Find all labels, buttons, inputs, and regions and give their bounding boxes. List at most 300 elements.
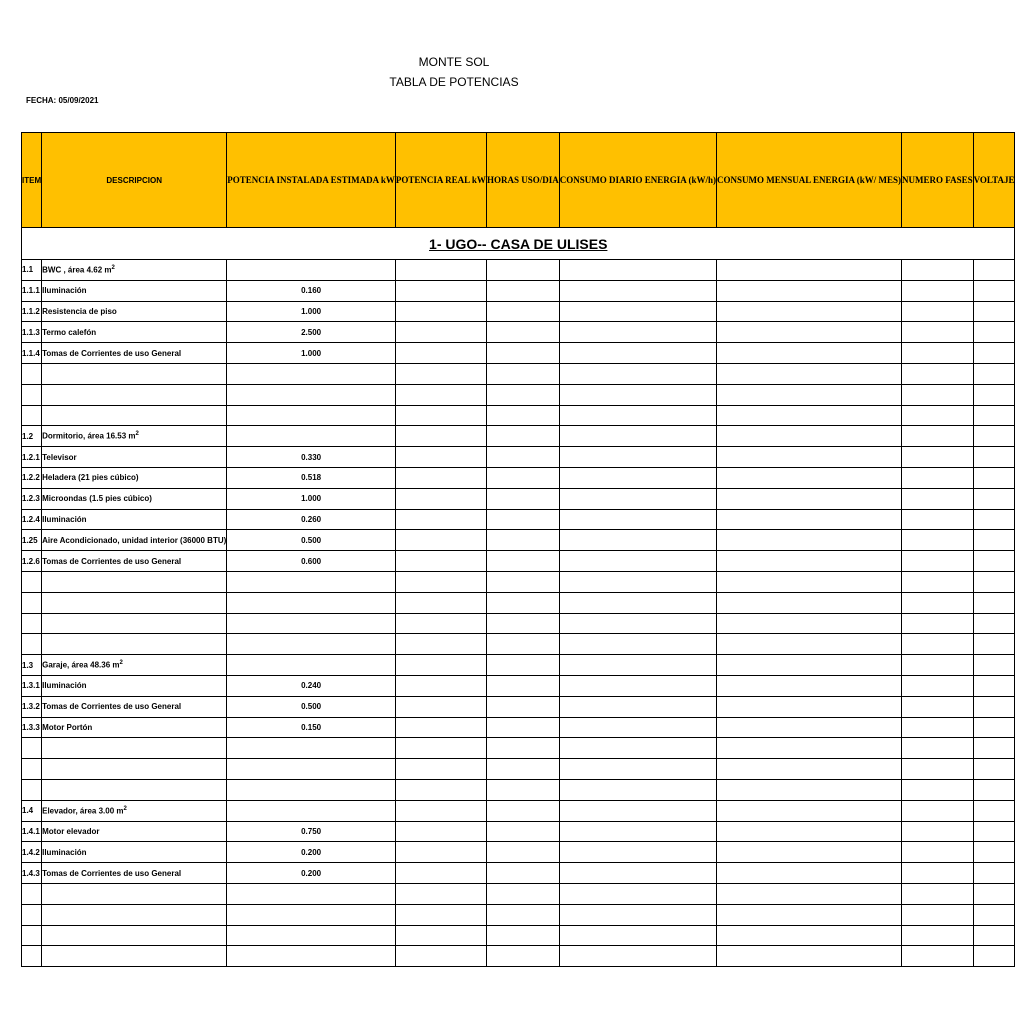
item-cell: 1.3: [22, 655, 42, 676]
item-cell: 1.1.3: [22, 322, 42, 343]
consumo-mensual-cell: [716, 343, 901, 364]
potencia-real-cell: [395, 551, 486, 572]
potencia-real-cell: [395, 696, 486, 717]
item-cell: 1.3.2: [22, 696, 42, 717]
horas-cell: [486, 842, 559, 863]
voltaje-cell: [973, 384, 1015, 405]
consumo-diario-cell: [559, 592, 716, 613]
potencia-real-cell: [395, 904, 486, 925]
potencia-real-cell: [395, 571, 486, 592]
consumo-mensual-cell: [716, 821, 901, 842]
house-title: [22, 228, 1015, 260]
table-row: [22, 821, 1015, 842]
item-cell: [22, 738, 42, 759]
col-item-header: ITEM: [22, 133, 42, 228]
voltaje-cell: [973, 343, 1015, 364]
voltaje-cell: [973, 904, 1015, 925]
empty-row: [22, 738, 1015, 759]
horas-cell: [486, 322, 559, 343]
potencia-instalada-cell: 0.150: [227, 717, 396, 738]
consumo-mensual-cell: [716, 779, 901, 800]
potencia-instalada-cell: [227, 925, 396, 946]
description-cell: [42, 779, 227, 800]
potencia-instalada-cell: 1.000: [227, 301, 396, 322]
description-cell: Microondas (1.5 pies cúbico): [42, 488, 227, 509]
table-row: [22, 488, 1015, 509]
voltaje-cell: [973, 363, 1015, 384]
horas-cell: [486, 571, 559, 592]
consumo-mensual-cell: [716, 759, 901, 780]
voltaje-cell: [973, 675, 1015, 696]
horas-cell: [486, 384, 559, 405]
potencia-instalada-cell: [227, 946, 396, 967]
consumo-diario-cell: [559, 530, 716, 551]
consumo-mensual-cell: [716, 925, 901, 946]
voltaje-cell: [973, 426, 1015, 447]
table-row: [22, 696, 1015, 717]
horas-cell: [486, 613, 559, 634]
description-cell: Heladera (21 pies cúbico): [42, 467, 227, 488]
consumo-mensual-cell: [716, 530, 901, 551]
item-cell: [22, 363, 42, 384]
consumo-diario-cell: [559, 322, 716, 343]
col-descripcion-header: DESCRIPCION: [42, 133, 227, 228]
table-row: [22, 509, 1015, 530]
potencia-instalada-cell: 0.160: [227, 280, 396, 301]
description-cell: [42, 384, 227, 405]
consumo-diario-cell: [559, 280, 716, 301]
item-cell: [22, 384, 42, 405]
consumo-diario-cell: [559, 363, 716, 384]
numero-fases-cell: [902, 488, 974, 509]
potencia-instalada-cell: [227, 779, 396, 800]
consumo-diario-cell: [559, 863, 716, 884]
table-row: [22, 343, 1015, 364]
numero-fases-cell: [902, 426, 974, 447]
item-cell: 1.4.1: [22, 821, 42, 842]
potencia-instalada-cell: 0.330: [227, 447, 396, 468]
voltaje-cell: [973, 447, 1015, 468]
horas-cell: [486, 925, 559, 946]
consumo-diario-cell: [559, 759, 716, 780]
section-row: [22, 426, 1015, 447]
horas-cell: [486, 509, 559, 530]
consumo-mensual-cell: [716, 467, 901, 488]
item-cell: [22, 779, 42, 800]
numero-fases-cell: [902, 821, 974, 842]
potencia-instalada-cell: [227, 405, 396, 426]
potencia-real-cell: [395, 759, 486, 780]
description-cell: Motor Portón: [42, 717, 227, 738]
numero-fases-cell: [902, 863, 974, 884]
empty-row: [22, 883, 1015, 904]
item-cell: 1.2.2: [22, 467, 42, 488]
numero-fases-cell: [902, 363, 974, 384]
potencia-instalada-cell: [227, 738, 396, 759]
potencia-instalada-cell: [227, 571, 396, 592]
potencia-instalada-cell: 1.000: [227, 343, 396, 364]
horas-cell: [486, 634, 559, 655]
document-subtitle: TABLA DE POTENCIAS: [389, 75, 519, 89]
consumo-diario-cell: [559, 634, 716, 655]
description-cell: Iluminación: [42, 675, 227, 696]
description-cell: [42, 738, 227, 759]
horas-cell: [486, 863, 559, 884]
table-body: [22, 260, 1015, 967]
item-cell: [22, 883, 42, 904]
potencia-real-cell: [395, 322, 486, 343]
consumo-mensual-cell: [716, 842, 901, 863]
consumo-mensual-cell: [716, 696, 901, 717]
consumo-diario-cell: [559, 925, 716, 946]
consumo-mensual-cell: [716, 509, 901, 530]
potencia-real-cell: [395, 384, 486, 405]
potencia-instalada-cell: 0.600: [227, 551, 396, 572]
description-cell: Iluminación: [42, 280, 227, 301]
col-horas-header: HORAS USO/DIA: [486, 133, 559, 228]
horas-cell: [486, 675, 559, 696]
unit-superscript: 2: [111, 265, 115, 272]
description-cell: [42, 759, 227, 780]
voltaje-cell: [973, 592, 1015, 613]
item-cell: [22, 613, 42, 634]
potencia-real-cell: [395, 946, 486, 967]
consumo-mensual-cell: [716, 800, 901, 821]
voltaje-cell: [973, 301, 1015, 322]
consumo-mensual-cell: [716, 363, 901, 384]
col-potencia-real-header: POTENCIA REAL kW: [395, 133, 486, 228]
consumo-mensual-cell: [716, 592, 901, 613]
voltaje-cell: [973, 405, 1015, 426]
numero-fases-cell: [902, 322, 974, 343]
consumo-mensual-cell: [716, 613, 901, 634]
item-cell: 1.4.3: [22, 863, 42, 884]
description-cell: Tomas de Corrientes de uso General: [42, 863, 227, 884]
potencia-instalada-cell: 0.518: [227, 467, 396, 488]
section-description: Dormitorio, área 16.53 m: [42, 432, 136, 442]
consumo-mensual-cell: [716, 322, 901, 343]
voltaje-cell: [973, 322, 1015, 343]
empty-row: [22, 634, 1015, 655]
horas-cell: [486, 426, 559, 447]
potencia-real-cell: [395, 363, 486, 384]
empty-row: [22, 592, 1015, 613]
numero-fases-cell: [902, 551, 974, 572]
consumo-mensual-cell: [716, 655, 901, 676]
item-cell: 1.2: [22, 426, 42, 447]
potencia-real-cell: [395, 717, 486, 738]
numero-fases-cell: [902, 779, 974, 800]
horas-cell: [486, 800, 559, 821]
horas-cell: [486, 738, 559, 759]
numero-fases-cell: [902, 509, 974, 530]
item-cell: 1.25: [22, 530, 42, 551]
description-cell: [42, 426, 227, 447]
empty-row: [22, 571, 1015, 592]
potencias-table: [21, 132, 1015, 967]
item-cell: [22, 592, 42, 613]
potencia-instalada-cell: 2.500: [227, 322, 396, 343]
voltaje-cell: [973, 467, 1015, 488]
col-consumo-mensual-header: CONSUMO MENSUAL ENERGIA (kW/ MES): [716, 133, 901, 228]
potencia-instalada-cell: [227, 384, 396, 405]
potencia-real-cell: [395, 883, 486, 904]
item-cell: 1.4: [22, 800, 42, 821]
description-cell: Aire Acondicionado, unidad interior (36000 BTU): [42, 530, 227, 551]
horas-cell: [486, 655, 559, 676]
voltaje-cell: [973, 759, 1015, 780]
description-cell: [42, 904, 227, 925]
potencia-real-cell: [395, 280, 486, 301]
consumo-mensual-cell: [716, 488, 901, 509]
potencia-real-cell: [395, 488, 486, 509]
description-cell: [42, 405, 227, 426]
numero-fases-cell: [902, 946, 974, 967]
description-cell: Tomas de Corrientes de uso General: [42, 551, 227, 572]
voltaje-cell: [973, 551, 1015, 572]
potencia-instalada-cell: [227, 634, 396, 655]
potencia-instalada-cell: 0.260: [227, 509, 396, 530]
potencia-instalada-cell: [227, 613, 396, 634]
table-row: [22, 863, 1015, 884]
fecha-label: FECHA: 05/09/2021: [26, 96, 99, 105]
voltaje-cell: [973, 260, 1015, 281]
consumo-diario-cell: [559, 696, 716, 717]
table-row: [22, 467, 1015, 488]
numero-fases-cell: [902, 800, 974, 821]
description-cell: Termo calefón: [42, 322, 227, 343]
potencia-real-cell: [395, 779, 486, 800]
consumo-diario-cell: [559, 717, 716, 738]
potencia-real-cell: [395, 675, 486, 696]
consumo-diario-cell: [559, 301, 716, 322]
numero-fases-cell: [902, 592, 974, 613]
consumo-diario-cell: [559, 571, 716, 592]
numero-fases-cell: [902, 717, 974, 738]
potencia-real-cell: [395, 405, 486, 426]
voltaje-cell: [973, 821, 1015, 842]
section-row: [22, 655, 1015, 676]
consumo-diario-cell: [559, 883, 716, 904]
potencia-instalada-cell: 0.750: [227, 821, 396, 842]
consumo-mensual-cell: [716, 634, 901, 655]
consumo-diario-cell: [559, 821, 716, 842]
consumo-diario-cell: [559, 738, 716, 759]
potencia-real-cell: [395, 925, 486, 946]
consumo-diario-cell: [559, 343, 716, 364]
item-cell: 1.2.3: [22, 488, 42, 509]
empty-row: [22, 384, 1015, 405]
voltaje-cell: [973, 946, 1015, 967]
numero-fases-cell: [902, 738, 974, 759]
empty-row: [22, 363, 1015, 384]
description-cell: Tomas de Corrientes de uso General: [42, 343, 227, 364]
numero-fases-cell: [902, 925, 974, 946]
description-cell: Iluminación: [42, 509, 227, 530]
potencia-instalada-cell: [227, 426, 396, 447]
house-title-text: 1- UGO-- CASA DE ULISES: [429, 235, 608, 252]
numero-fases-cell: [902, 280, 974, 301]
consumo-diario-cell: [559, 675, 716, 696]
potencia-instalada-cell: [227, 592, 396, 613]
consumo-mensual-cell: [716, 260, 901, 281]
horas-cell: [486, 301, 559, 322]
description-cell: Resistencia de piso: [42, 301, 227, 322]
potencia-instalada-cell: 0.500: [227, 530, 396, 551]
numero-fases-cell: [902, 301, 974, 322]
consumo-mensual-cell: [716, 301, 901, 322]
voltaje-cell: [973, 509, 1015, 530]
consumo-diario-cell: [559, 800, 716, 821]
horas-cell: [486, 467, 559, 488]
potencia-real-cell: [395, 738, 486, 759]
potencia-instalada-cell: [227, 759, 396, 780]
table-row: [22, 280, 1015, 301]
item-cell: 1.3.3: [22, 717, 42, 738]
potencia-instalada-cell: 0.200: [227, 842, 396, 863]
table-row: [22, 842, 1015, 863]
section-description: Garaje, área 48.36 m: [42, 660, 120, 670]
voltaje-cell: [973, 779, 1015, 800]
item-cell: [22, 634, 42, 655]
empty-row: [22, 904, 1015, 925]
horas-cell: [486, 904, 559, 925]
description-cell: [42, 363, 227, 384]
consumo-diario-cell: [559, 509, 716, 530]
empty-row: [22, 779, 1015, 800]
description-cell: [42, 613, 227, 634]
description-cell: [42, 946, 227, 967]
numero-fases-cell: [902, 447, 974, 468]
numero-fases-cell: [902, 343, 974, 364]
horas-cell: [486, 759, 559, 780]
potencia-instalada-cell: [227, 800, 396, 821]
consumo-mensual-cell: [716, 717, 901, 738]
horas-cell: [486, 883, 559, 904]
table-row: [22, 717, 1015, 738]
horas-cell: [486, 696, 559, 717]
numero-fases-cell: [902, 634, 974, 655]
potencia-real-cell: [395, 842, 486, 863]
empty-row: [22, 925, 1015, 946]
empty-row: [22, 405, 1015, 426]
description-cell: Televisor: [42, 447, 227, 468]
potencia-real-cell: [395, 530, 486, 551]
consumo-diario-cell: [559, 405, 716, 426]
section-description: BWC , área 4.62 m: [42, 265, 112, 275]
table-row: [22, 447, 1015, 468]
voltaje-cell: [973, 842, 1015, 863]
horas-cell: [486, 405, 559, 426]
numero-fases-cell: [902, 883, 974, 904]
potencia-real-cell: [395, 613, 486, 634]
consumo-mensual-cell: [716, 904, 901, 925]
horas-cell: [486, 779, 559, 800]
item-cell: 1.1.4: [22, 343, 42, 364]
potencia-instalada-cell: 0.500: [227, 696, 396, 717]
voltaje-cell: [973, 863, 1015, 884]
consumo-mensual-cell: [716, 863, 901, 884]
voltaje-cell: [973, 717, 1015, 738]
potencia-instalada-cell: 0.200: [227, 863, 396, 884]
potencia-instalada-cell: [227, 363, 396, 384]
table-row: [22, 551, 1015, 572]
numero-fases-cell: [902, 655, 974, 676]
col-numero-fases-header: NUMERO FASES: [902, 133, 974, 228]
item-cell: 1.2.6: [22, 551, 42, 572]
description-cell: [42, 592, 227, 613]
section-description: Elevador, área 3.00 m: [42, 806, 124, 816]
horas-cell: [486, 551, 559, 572]
voltaje-cell: [973, 488, 1015, 509]
consumo-mensual-cell: [716, 883, 901, 904]
potencia-real-cell: [395, 343, 486, 364]
table-row: [22, 675, 1015, 696]
voltaje-cell: [973, 571, 1015, 592]
description-cell: Iluminación: [42, 842, 227, 863]
empty-row: [22, 946, 1015, 967]
item-cell: [22, 405, 42, 426]
empty-row: [22, 759, 1015, 780]
consumo-mensual-cell: [716, 946, 901, 967]
item-cell: [22, 946, 42, 967]
horas-cell: [486, 821, 559, 842]
consumo-diario-cell: [559, 655, 716, 676]
numero-fases-cell: [902, 384, 974, 405]
potencia-instalada-cell: [227, 904, 396, 925]
potencia-real-cell: [395, 634, 486, 655]
col-consumo-diario-header: CONSUMO DIARIO ENERGIA (kW/h): [559, 133, 716, 228]
numero-fases-cell: [902, 467, 974, 488]
consumo-mensual-cell: [716, 551, 901, 572]
potencia-real-cell: [395, 447, 486, 468]
consumo-diario-cell: [559, 904, 716, 925]
numero-fases-cell: [902, 842, 974, 863]
voltaje-cell: [973, 738, 1015, 759]
item-cell: 1.2.4: [22, 509, 42, 530]
voltaje-cell: [973, 925, 1015, 946]
consumo-diario-cell: [559, 613, 716, 634]
consumo-diario-cell: [559, 426, 716, 447]
unit-superscript: 2: [119, 660, 123, 667]
col-potencia-instalada-header: POTENCIA INSTALADA ESTIMADA kW: [227, 133, 396, 228]
description-cell: [42, 260, 227, 281]
horas-cell: [486, 447, 559, 468]
description-cell: [42, 571, 227, 592]
potencia-instalada-cell: [227, 655, 396, 676]
description-cell: Motor elevador: [42, 821, 227, 842]
item-cell: [22, 904, 42, 925]
consumo-diario-cell: [559, 779, 716, 800]
table-row: [22, 301, 1015, 322]
consumo-diario-cell: [559, 488, 716, 509]
voltaje-cell: [973, 280, 1015, 301]
item-cell: [22, 571, 42, 592]
consumo-diario-cell: [559, 447, 716, 468]
potencia-real-cell: [395, 800, 486, 821]
section-row: [22, 260, 1015, 281]
potencia-real-cell: [395, 863, 486, 884]
table-row: [22, 322, 1015, 343]
voltaje-cell: [973, 800, 1015, 821]
consumo-mensual-cell: [716, 405, 901, 426]
consumo-diario-cell: [559, 260, 716, 281]
consumo-mensual-cell: [716, 426, 901, 447]
horas-cell: [486, 592, 559, 613]
numero-fases-cell: [902, 260, 974, 281]
consumo-mensual-cell: [716, 280, 901, 301]
numero-fases-cell: [902, 696, 974, 717]
